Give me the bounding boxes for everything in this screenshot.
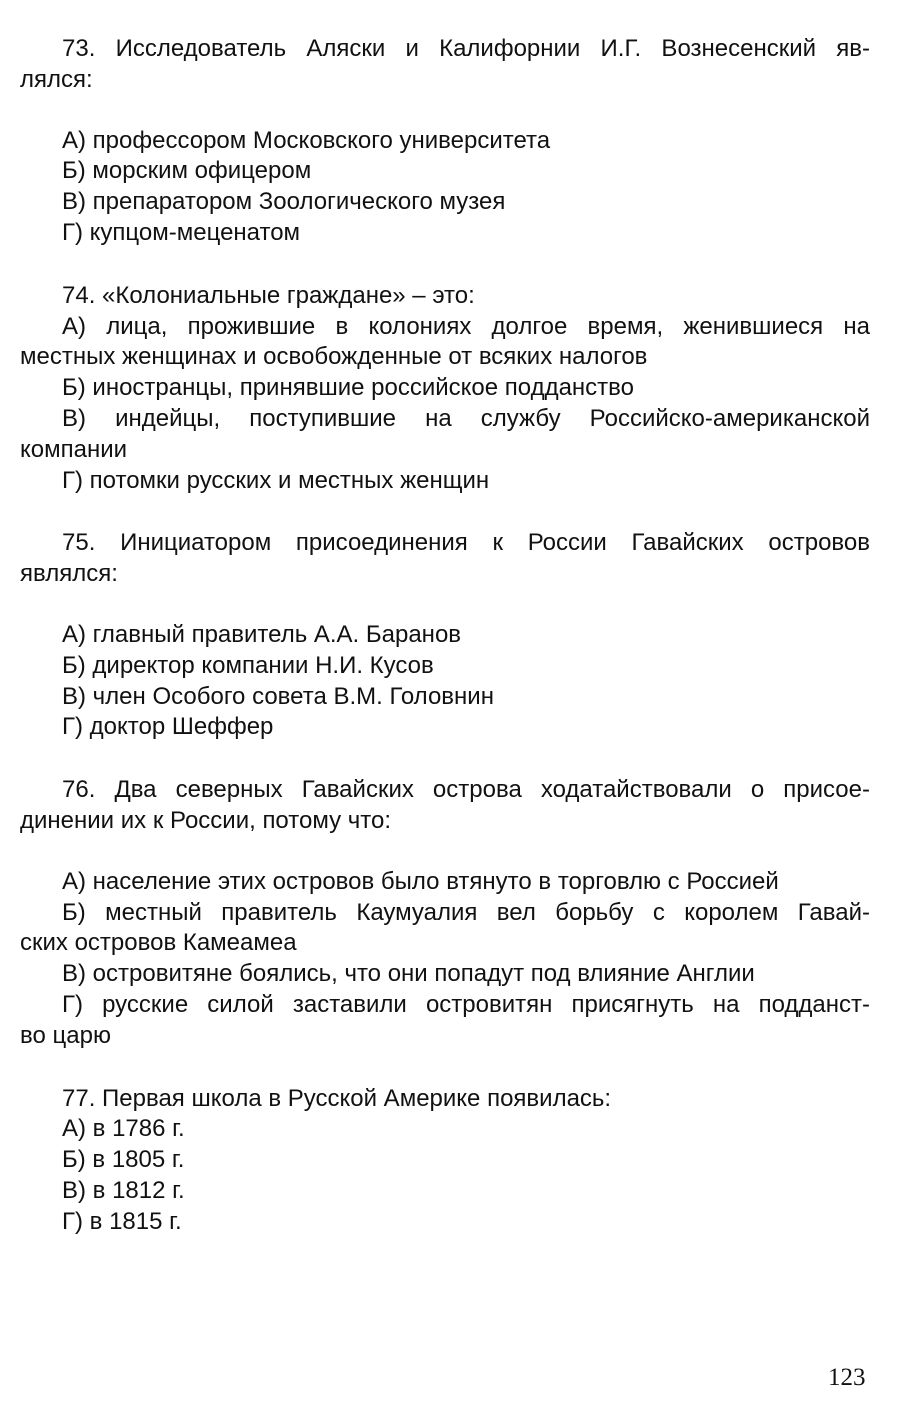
answer-option-line: Г) потомки русских и местных женщин — [62, 466, 490, 494]
answer-option-line: Б) морским офицером — [62, 157, 312, 185]
answer-option-line: Г) русские силой заставили островитян присягнуть на подданст- — [62, 990, 870, 1018]
answer-option-line: Г) доктор Шеффер — [62, 713, 274, 741]
question-stem-line: 77. Первая школа в Русской Америке появилась: — [62, 1084, 612, 1112]
answer-option-line: Б) директор компании Н.И. Кусов — [62, 651, 434, 679]
answer-option-line: Б) иностранцы, принявшие российское подданство — [62, 374, 635, 402]
answer-option-line: компании — [20, 435, 128, 463]
question-74 — [20, 281, 870, 497]
answer-option — [20, 898, 870, 960]
answer-option-line: Г) в 1815 г. — [62, 1207, 182, 1235]
question-stem — [20, 281, 870, 312]
question-stem-line: являлся: — [20, 560, 118, 588]
answer-option — [20, 682, 870, 713]
question-76 — [20, 775, 870, 1051]
answer-option — [20, 712, 870, 743]
answer-option — [20, 218, 870, 249]
question-73 — [20, 34, 870, 249]
question-77 — [20, 1084, 870, 1238]
answer-option — [20, 959, 870, 990]
answer-option — [20, 1145, 870, 1176]
question-stem-line: лялся: — [20, 65, 93, 93]
answer-option — [20, 126, 870, 157]
answer-option — [20, 466, 870, 497]
question-stem-line: 75. Инициатором присоединения к России Гавайских островов — [62, 529, 870, 557]
answer-option — [20, 867, 870, 898]
question-stem — [20, 34, 870, 96]
answer-option-line: А) профессором Московского университета — [62, 126, 551, 154]
answer-option-line: во царю — [20, 1021, 111, 1049]
answer-option-line: Б) в 1805 г. — [62, 1146, 185, 1174]
answer-option-line: В) островитяне боялись, что они попадут под влияние Англии — [62, 960, 755, 988]
answer-option-line: А) лица, прожившие в колониях долгое время, женившиеся на — [62, 312, 870, 340]
question-stem-line: 76. Два северных Гавайских острова ходатайствовали о присое- — [62, 776, 870, 804]
answer-option — [20, 651, 870, 682]
answer-option — [20, 1114, 870, 1145]
answer-option-line: В) в 1812 г. — [62, 1176, 185, 1204]
answer-option — [20, 990, 870, 1052]
document-page — [20, 34, 870, 1270]
answer-option — [20, 187, 870, 218]
answer-option-line: В) член Особого совета В.М. Головнин — [62, 682, 494, 710]
answer-option-line: ских островов Камеамеа — [20, 929, 297, 957]
answer-option-line: Г) купцом-меценатом — [62, 218, 301, 246]
answer-option-line: А) население этих островов было втянуто в торговлю с Россией — [62, 867, 779, 895]
question-75 — [20, 528, 870, 743]
answer-option — [20, 404, 870, 466]
answer-option-line: А) в 1786 г. — [62, 1115, 185, 1143]
question-stem — [20, 528, 870, 590]
answer-option — [20, 156, 870, 187]
answer-option-line: А) главный правитель А.А. Баранов — [62, 620, 462, 648]
answer-option-line: местных женщинах и освобожденные от всяких налогов — [20, 343, 648, 371]
answer-option — [20, 1207, 870, 1238]
answer-option-line: В) индейцы, поступившие на службу Российско-американской — [62, 404, 870, 432]
question-stem — [20, 1084, 870, 1115]
answer-option — [20, 312, 870, 374]
question-stem-line: 74. «Колониальные граждане» – это: — [62, 281, 475, 309]
answer-option-line: В) препаратором Зоологического музея — [62, 188, 506, 216]
answer-option — [20, 373, 870, 404]
answer-option — [20, 1176, 870, 1207]
question-stem — [20, 775, 870, 837]
question-stem-line: динении их к России, потому что: — [20, 806, 392, 834]
answer-option-line: Б) местный правитель Каумуалия вел борьбу с королем Гавай- — [62, 898, 870, 926]
question-stem-line: 73. Исследователь Аляски и Калифорнии И.Г. Вознесенский яв- — [62, 35, 870, 62]
page-number: 123 — [828, 1364, 866, 1391]
answer-option — [20, 620, 870, 651]
